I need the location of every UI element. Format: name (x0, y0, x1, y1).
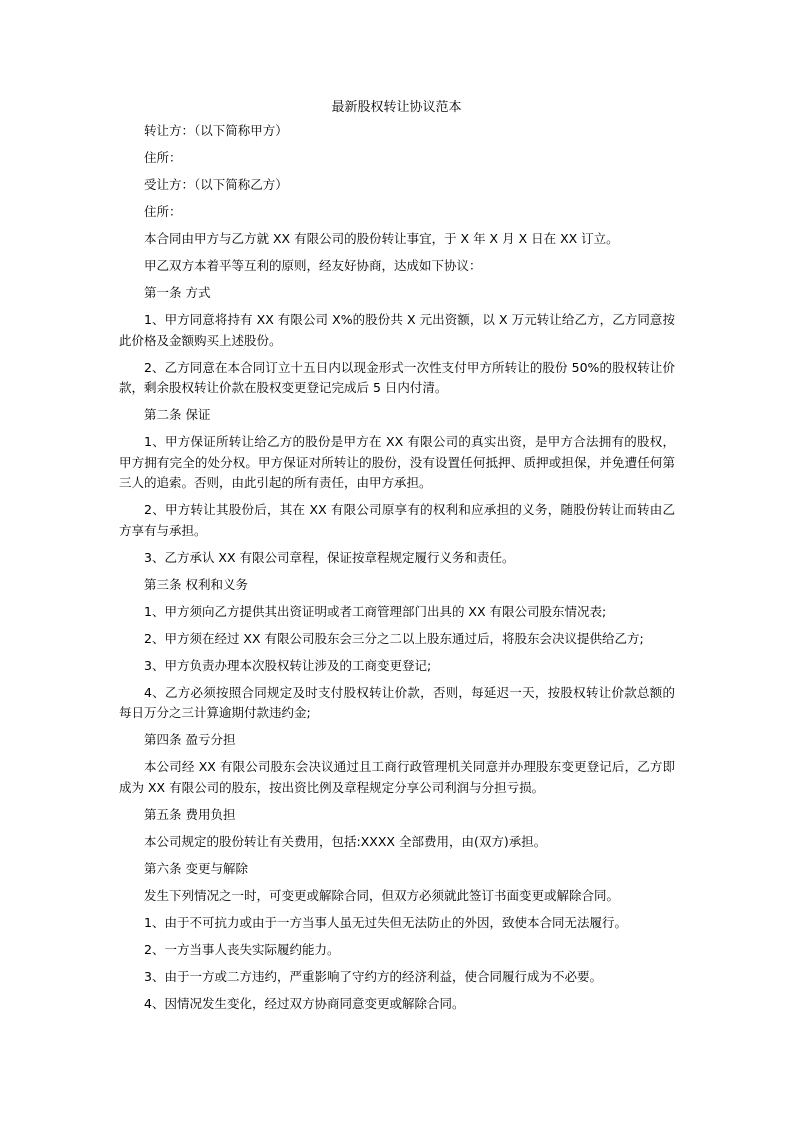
paragraph: 1、甲方同意将持有 XX 有限公司 X%的股份共 X 元出资额，以 X 万元转让给乙方，乙方同意按此价格及金额购买上述股份。 (119, 312, 675, 348)
paragraph: 本公司经 XX 有限公司股东会决议通过且工商行政管理机关同意并办理股东变更登记后，乙方即成为 XX 有限公司的股东，按出资比例及章程规定分享公司利润与分担亏损。 (119, 759, 675, 795)
paragraph: 转让方：（以下简称甲方） (144, 123, 288, 138)
paragraph: 2、一方当事人丧失实际履约能力。 (144, 941, 340, 957)
paragraph: 1、由于不可抗力或由于一方当事人虽无过失但无法防止的外因，致使本合同无法履行。 (144, 914, 627, 930)
paragraph: 3、甲方负责办理本次股权转让涉及的工商变更登记; (144, 657, 432, 673)
section-heading: 第四条 盈亏分担 (144, 732, 236, 747)
paragraph: 受让方：（以下简称乙方） (144, 177, 288, 192)
section-heading: 第三条 权利和义务 (144, 576, 248, 592)
paragraph: 本合同由甲方与乙方就 XX 有限公司的股份转让事宜，于 X 年 X 月 X 日在 XX 订立。 (144, 231, 619, 246)
paragraph: 甲乙双方本着平等互利的原则，经友好协商，达成如下协议： (144, 258, 482, 273)
section-heading: 第二条 保证 (144, 407, 211, 422)
paragraph: 1、甲方保证所转让给乙方的股份是甲方在 XX 有限公司的真实出资，是甲方合法拥有的股权，甲方拥有完全的处分权。甲方保证对所转让的股份，没有设置任何抵押、质押或担保，并免遭任何第三人的追索。否则，由此引起的所有责任，由甲方承担。 (119, 434, 675, 490)
paragraph: 2、乙方同意在本合同订立十五日内以现金形式一次性支付甲方所转让的股份 50%的股权转让价款，剩余股权转让价款在股权变更登记完成后 5 日内付清。 (119, 359, 675, 395)
section-heading: 第五条 费用负担 (144, 806, 236, 822)
paragraph: 4、因情况发生变化，经过双方协商同意变更或解除合同。 (144, 995, 465, 1011)
paragraph: 4、乙方必须按照合同规定及时支付股权转让价款，否则，每延迟一天，按股权转让价款总额的每日万分之三计算逾期付款违约金; (119, 684, 675, 720)
paragraph: 3、由于一方或二方违约，严重影响了守约方的经济利益，使合同履行成为不必要。 (144, 968, 602, 984)
paragraph: 住所： (144, 204, 182, 219)
paragraph: 住所： (144, 150, 182, 165)
paragraph: 1、甲方须向乙方提供其出资证明或者工商管理部门出具的 XX 有限公司股东情况表; (144, 603, 607, 619)
paragraph: 本公司规定的股份转让有关费用，包括:XXXX 全部费用，由(双方)承担。 (144, 833, 547, 849)
paragraph: 2、甲方须在经过 XX 有限公司股东会三分之二以上股东通过后，将股东会决议提供给乙方; (144, 630, 644, 646)
paragraph: 2、甲方转让其股份后，其在 XX 有限公司原享有的权利和应承担的义务，随股份转让而转由乙方享有与承担。 (119, 502, 675, 538)
document-title: 最新股权转让协议范本 (331, 100, 462, 115)
paragraph: 发生下列情况之一时，可变更或解除合同，但双方必须就此签订书面变更或解除合同。 (144, 887, 620, 903)
paragraph: 3、乙方承认 XX 有限公司章程，保证按章程规定履行义务和责任。 (144, 549, 515, 565)
section-heading: 第六条 变更与解除 (144, 860, 248, 876)
section-heading: 第一条 方式 (144, 285, 211, 300)
document-body (119, 121, 675, 1021)
